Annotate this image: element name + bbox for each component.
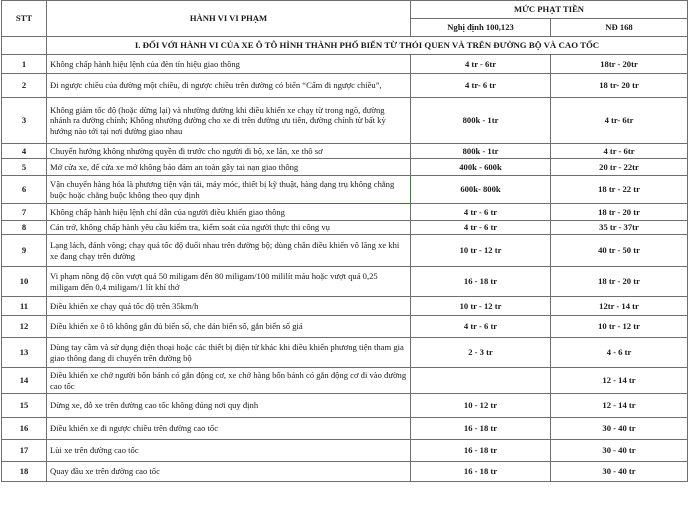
- row-stt: 8: [2, 221, 47, 235]
- row-fine-new: 4 tr- 6tr: [551, 98, 688, 144]
- header-col-new: NĐ 168: [551, 19, 688, 37]
- row-desc: Lạng lách, đánh võng; chạy quá tốc độ đuổi nhau trên đường bộ; dùng chân điều khiển vô lăng xe khi xe đang chạy trên đường: [47, 235, 411, 267]
- row-fine-new: 18 tr- 20 tr: [551, 74, 688, 98]
- table-row: [2, 74, 688, 98]
- row-desc: Dùng tay cầm và sử dụng điện thoại hoặc các thiết bị điện tử khác khi điều khiển phương tiện tham gia giao thông đang di chuyển trên đường bộ: [47, 338, 411, 368]
- row-desc: Điều khiển xe ô tô không gắn đủ biển số, che dán biển số, gắn biển số giả: [47, 316, 411, 338]
- row-desc: Quay đầu xe trên đường cao tốc: [47, 462, 411, 482]
- table-row: [2, 176, 688, 204]
- row-fine-new: 20 tr - 22tr: [551, 159, 688, 176]
- row-stt: 4: [2, 144, 47, 159]
- row-stt: 3: [2, 98, 47, 144]
- row-fine-old: 16 - 18 tr: [411, 267, 551, 297]
- fine-table: [1, 0, 688, 482]
- row-desc: Vận chuyển hàng hóa là phương tiện vận tải, máy móc, thiết bị kỹ thuật, hàng dạng trụ không chằng buộc hoặc chằng buộc không theo quy định: [47, 176, 411, 204]
- row-fine-new: 40 tr - 50 tr: [551, 235, 688, 267]
- row-fine-old: 16 - 18 tr: [411, 462, 551, 482]
- row-desc: Điều khiển xe chở người bốn bánh có gắn động cơ, xe chở hàng bốn bánh có gắn động cơ đi vào đường cao tốc: [47, 368, 411, 394]
- header-fine-group: MỨC PHẠT TIỀN: [411, 1, 688, 19]
- row-desc: Chuyển hướng không nhường quyền đi trước cho người đi bộ, xe lăn, xe thô sơ: [47, 144, 411, 159]
- table-row: [2, 462, 688, 482]
- row-fine-new: 4 tr - 6tr: [551, 144, 688, 159]
- row-fine-old: 10 - 12 tr: [411, 394, 551, 418]
- row-fine-new: 30 - 40 tr: [551, 462, 688, 482]
- table-row: [2, 338, 688, 368]
- table-row: [2, 368, 688, 394]
- row-desc: Đi ngược chiều của đường một chiều, đi ngược chiều trên đường có biển “Cấm đi ngược chiều”,: [47, 74, 411, 98]
- row-stt: 16: [2, 418, 47, 440]
- row-stt: 1: [2, 55, 47, 74]
- row-fine-old: [411, 368, 551, 394]
- row-desc: Vi phạm nồng độ cồn vượt quá 50 miligam đến 80 miligam/100 mililít máu hoặc vượt quá 0,25 miligam đến 0,4 miligam/1 lít khí thở: [47, 267, 411, 297]
- table-row: [2, 297, 688, 316]
- row-stt: 6: [2, 176, 47, 204]
- row-desc: Mở cửa xe, để cửa xe mở không bảo đảm an toàn gây tai nạn giao thông: [47, 159, 411, 176]
- row-fine-new: 12 - 14 tr: [551, 368, 688, 394]
- row-fine-old: 10 tr - 12 tr: [411, 297, 551, 316]
- fine-table-wrapper: [1, 0, 687, 482]
- header-col-old: Nghị định 100,123: [411, 19, 551, 37]
- table-row: [2, 418, 688, 440]
- row-stt: 10: [2, 267, 47, 297]
- row-fine-new: 12 - 14 tr: [551, 394, 688, 418]
- row-fine-new: 18 tr - 20 tr: [551, 204, 688, 221]
- row-fine-new: 4 - 6 tr: [551, 338, 688, 368]
- row-stt: 17: [2, 440, 47, 462]
- table-row: [2, 159, 688, 176]
- row-fine-new: 10 tr - 12 tr: [551, 316, 688, 338]
- row-fine-old: 4 tr - 6 tr: [411, 221, 551, 235]
- row-fine-old: 400k - 600k: [411, 159, 551, 176]
- row-fine-old: 600k- 800k: [411, 176, 551, 204]
- section-title: I. ĐỐI VỚI HÀNH VI CỦA XE Ô TÔ HÌNH THÀNH PHỐ BIẾN TỪ THÓI QUEN VÀ TRÊN ĐƯỜNG BỘ VÀ CAO TỐC: [47, 37, 688, 55]
- table-row: [2, 267, 688, 297]
- table-row: [2, 316, 688, 338]
- table-row: [2, 221, 688, 235]
- row-fine-old: 4 tr- 6 tr: [411, 74, 551, 98]
- table-row: [2, 204, 688, 221]
- row-fine-old: 2 - 3 tr: [411, 338, 551, 368]
- row-stt: 13: [2, 338, 47, 368]
- row-desc: Không chấp hành hiệu lệnh của đèn tín hiệu giao thông: [47, 55, 411, 74]
- row-desc: Điều khiển xe chạy quá tốc độ trên 35km/h: [47, 297, 411, 316]
- row-desc: Không giảm tốc độ (hoặc dừng lại) và nhường đường khi điều khiển xe chạy từ trong ngõ, đường nhánh ra đường chính; Không nhường đường cho xe đi trên đường ưu tiên, đường chính từ bất kỳ hướng nào tới tại nơi đường giao nhau: [47, 98, 411, 144]
- row-stt: 14: [2, 368, 47, 394]
- row-stt: 5: [2, 159, 47, 176]
- row-fine-old: 4 tr - 6 tr: [411, 204, 551, 221]
- row-fine-old: 10 tr - 12 tr: [411, 235, 551, 267]
- table-row: [2, 144, 688, 159]
- row-fine-old: 800k - 1tr: [411, 98, 551, 144]
- row-desc: Dừng xe, đỗ xe trên đường cao tốc không đúng nơi quy định: [47, 394, 411, 418]
- row-fine-new: 18tr - 20tr: [551, 55, 688, 74]
- table-row: [2, 394, 688, 418]
- row-fine-old: 800k - 1tr: [411, 144, 551, 159]
- row-fine-new: 30 - 40 tr: [551, 418, 688, 440]
- row-desc: Lùi xe trên đường cao tốc: [47, 440, 411, 462]
- row-stt: 9: [2, 235, 47, 267]
- row-desc: Điều khiển xe đi ngược chiều trên đường cao tốc: [47, 418, 411, 440]
- row-fine-new: 35 tr - 37tr: [551, 221, 688, 235]
- table-row: [2, 55, 688, 74]
- row-fine-new: 12tr - 14 tr: [551, 297, 688, 316]
- row-fine-new: 18 tr - 20 tr: [551, 267, 688, 297]
- row-desc: Cản trở, không chấp hành yêu cầu kiểm tra, kiểm soát của người thực thi công vụ: [47, 221, 411, 235]
- header-violation: HÀNH VI VI PHẠM: [47, 1, 411, 37]
- row-stt: 11: [2, 297, 47, 316]
- row-stt: 18: [2, 462, 47, 482]
- row-fine-new: 30 - 40 tr: [551, 440, 688, 462]
- row-desc: Không chấp hành hiệu lệnh chỉ dẫn của người điều khiển giao thông: [47, 204, 411, 221]
- row-stt: 7: [2, 204, 47, 221]
- row-fine-old: 16 - 18 tr: [411, 440, 551, 462]
- row-stt: 12: [2, 316, 47, 338]
- row-stt: 15: [2, 394, 47, 418]
- row-stt: 2: [2, 74, 47, 98]
- table-row: [2, 98, 688, 144]
- row-fine-old: 16 - 18 tr: [411, 418, 551, 440]
- row-fine-old: 4 tr - 6tr: [411, 55, 551, 74]
- table-row: [2, 235, 688, 267]
- row-fine-new: 18 tr - 22 tr: [551, 176, 688, 204]
- row-fine-old: 4 tr - 6 tr: [411, 316, 551, 338]
- table-row: [2, 440, 688, 462]
- header-stt: STT: [2, 1, 47, 37]
